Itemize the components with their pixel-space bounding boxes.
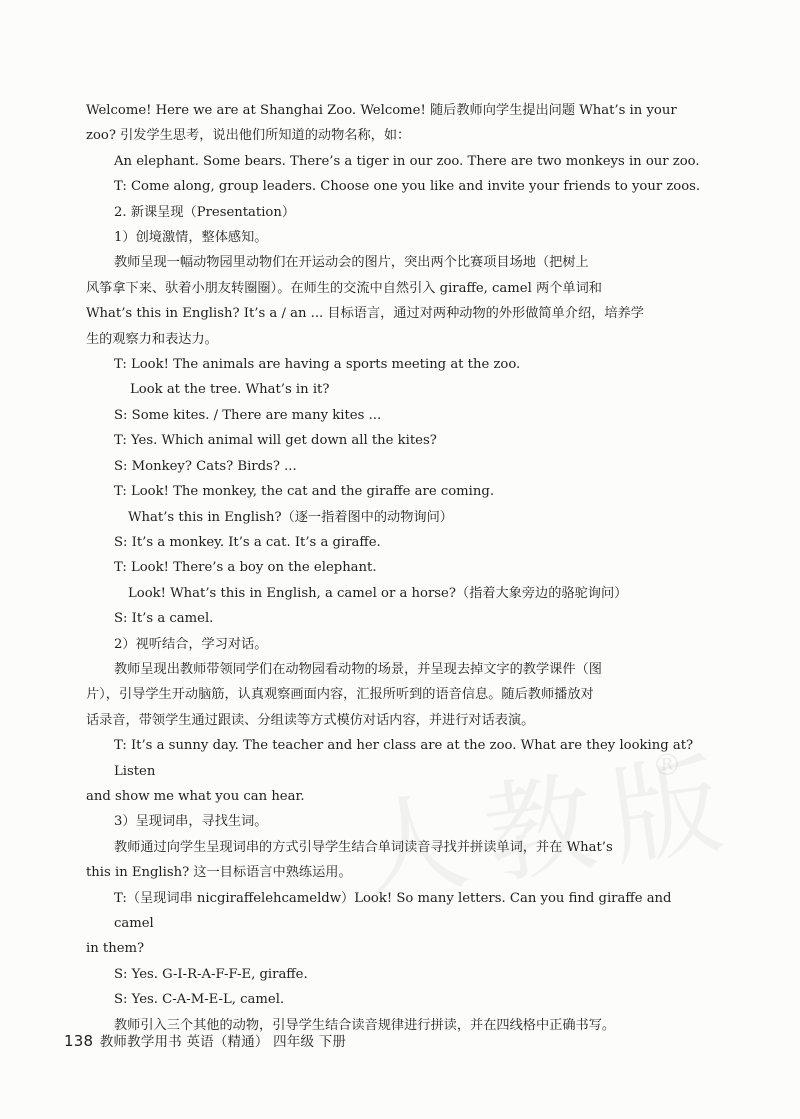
dialogue-line: Look! What’s this in English, a camel or a horse?（指着大象旁边的骆驼询问） — [128, 585, 628, 601]
page-body — [86, 98, 712, 1038]
book-title: 教师教学用书 英语（精通） 四年级 下册 — [99, 1034, 347, 1050]
dialogue-line: What’s this in English?（逐一指着图中的动物询问） — [128, 509, 453, 525]
dialogue-line: An elephant. Some bears. There’s a tiger in our zoo. There are two monkeys in our zoo. — [114, 153, 700, 169]
dialogue-line: Look at the tree. What’s in it? — [130, 382, 330, 398]
page-number: 138 — [64, 1032, 94, 1050]
dialogue-line: and show me what you can hear. — [86, 788, 305, 804]
paragraph-line: 片），引导学生开动脑筋，认真观察画面内容，汇报所听到的语音信息。随后教师播放对 — [86, 687, 594, 703]
paragraph-line: 教师引入三个其他的动物，引导学生结合读音规律进行拼读，并在四线格中正确书写。 — [114, 1017, 616, 1033]
subsection-heading: 3）呈现词串，寻找生词。 — [114, 814, 268, 830]
dialogue-line: T: It’s a sunny day. The teacher and her class are at the zoo. What are they looking at? Listen — [114, 738, 694, 779]
section-heading: 2. 新课呈现（Presentation） — [114, 204, 296, 220]
paragraph-line: 教师呈现出教师带领同学们在动物园看动物的场景，并呈现去掉文字的教学课件（图 — [114, 661, 602, 677]
dialogue-line: T:（呈现词串 nicgiraffelehcameldw）Look! So many letters. Can you find giraffe and camel — [114, 890, 672, 931]
dialogue-line: S: Yes. G-I-R-A-F-F-E, giraffe. — [114, 966, 308, 982]
dialogue-line: T: Look! The monkey, the cat and the giraffe are coming. — [114, 484, 495, 500]
paragraph-line: 话录音，带领学生通过跟读、分组读等方式模仿对话内容，并进行对话表演。 — [86, 712, 535, 728]
paragraph-line: Welcome! Here we are at Shanghai Zoo. Welcome! 随后教师向学生提出问题 What’s in your — [86, 103, 677, 118]
dialogue-line: S: It’s a monkey. It’s a cat. It’s a giraffe. — [114, 534, 381, 550]
dialogue-line: T: Come along, group leaders. Choose one you like and invite your friends to your zoos. — [114, 179, 701, 195]
dialogue-line: T: Yes. Which animal will get down all the kites? — [114, 433, 437, 449]
page-footer — [64, 1030, 346, 1050]
dialogue-line: S: It’s a camel. — [114, 611, 214, 627]
dialogue-line: in them? — [86, 941, 145, 957]
dialogue-line: S: Yes. C-A-M-E-L, camel. — [114, 992, 285, 1008]
paragraph-line: zoo? 引发学生思考，说出他们所知道的动物名称，如： — [86, 128, 411, 144]
paragraph-line: 风筝拿下来、驮着小朋友转圈圈）。在师生的交流中自然引入 giraffe, camel 两个单词和 — [86, 280, 602, 296]
paragraph-line: 教师呈现一幅动物园里动物们在开运动会的图片，突出两个比赛项目场地（把树上 — [114, 255, 589, 271]
dialogue-line: T: Look! The animals are having a sports meeting at the zoo. — [114, 357, 521, 373]
subsection-heading: 1）创境激情，整体感知。 — [114, 230, 268, 246]
paragraph-line: this in English? 这一目标语言中熟练运用。 — [86, 865, 352, 881]
paragraph-line: 生的观察力和表达力。 — [86, 331, 218, 347]
subsection-heading: 2）视听结合，学习对话。 — [114, 636, 268, 652]
paragraph-line: What’s this in English? It’s a / an ... 目标语言，通过对两种动物的外形做简单介绍，培养学 — [86, 306, 644, 322]
dialogue-line: S: Monkey? Cats? Birds? ... — [114, 458, 297, 474]
dialogue-line: T: Look! There’s a boy on the elephant. — [114, 560, 377, 576]
dialogue-line: S: Some kites. / There are many kites ... — [114, 407, 382, 423]
registered-mark: ® — [652, 748, 682, 783]
paragraph-line: 教师通过向学生呈现词串的方式引导学生结合单词读音寻找并拼读单词，并在 What’s — [114, 839, 613, 855]
